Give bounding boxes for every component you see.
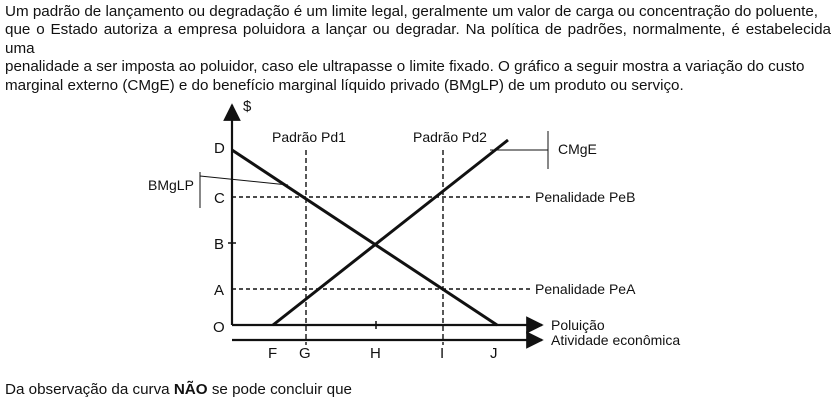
question-prefix: Da observação da curva — [5, 381, 174, 398]
y-axis-symbol: $ — [243, 98, 252, 115]
penalty-peb-label: Penalidade PeB — [535, 189, 636, 205]
cmge-label: CMgE — [558, 141, 597, 157]
bmglp-label: BMgLP — [148, 177, 194, 193]
standard-pd1-label: Padrão Pd1 — [272, 129, 346, 145]
cmge-curve — [273, 140, 508, 325]
y-tick-d: D — [214, 140, 225, 157]
x-tick-g: G — [299, 345, 311, 362]
standard-pd2-label: Padrão Pd2 — [413, 129, 487, 145]
intro-line-3: penalidade a ser imposta ao poluidor, caso ele ultrapasse o limite fixado. O gráfico a seguir mostra a variação do custo — [5, 58, 805, 76]
penalty-pea-label: Penalidade PeA — [535, 281, 636, 297]
y-tick-o: O — [213, 319, 225, 336]
y-tick-b: B — [214, 236, 225, 253]
x-tick-j: J — [490, 345, 498, 362]
intro-line-4: marginal externo (CMgE) e do benefício marginal líquido privado (BMgLP) de um produto ou serviço. — [5, 76, 684, 94]
x-tick-h: H — [370, 345, 381, 362]
intro-line-1: Um padrão de lançamento ou degradação é um limite legal, geralmente um valor de carga ou concentração do poluente, — [5, 3, 819, 20]
x-axis-label-pollution: Poluição — [551, 317, 605, 333]
y-tick-c: C — [214, 190, 225, 207]
question-suffix: se pode concluir que — [207, 381, 352, 398]
intro-line-2: que o Estado autoriza a empresa poluidora a lançar ou degradar. Na política de padrões, normalmente, é estabelecida uma — [5, 21, 831, 57]
bmglp-curve — [232, 150, 497, 325]
question-text — [5, 381, 352, 398]
x-axis-label-activity: Atividade econômica — [551, 332, 681, 348]
question-emphasis: NÃO — [173, 381, 208, 398]
x-tick-f: F — [268, 345, 278, 362]
y-tick-a: A — [214, 282, 225, 299]
x-tick-i: I — [440, 345, 445, 362]
